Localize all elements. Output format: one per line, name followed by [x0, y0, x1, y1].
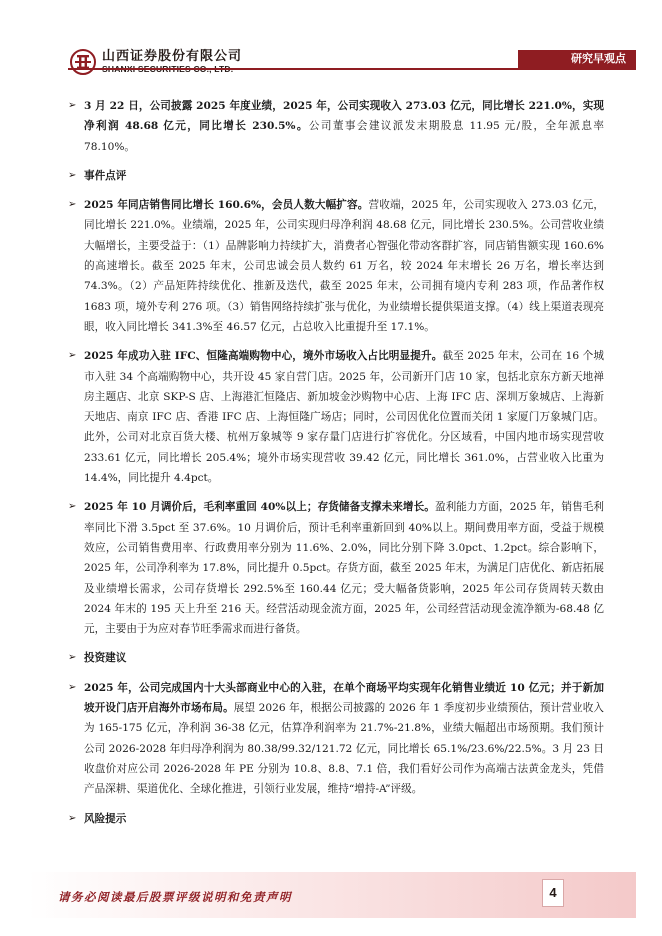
section-heading: 事件点评	[84, 169, 127, 182]
section-heading: 风险提示	[84, 812, 127, 825]
company-logo	[70, 49, 242, 75]
paragraph-store-expansion	[68, 346, 604, 488]
paragraph-lead: 2025 年 10 月调价后，毛利率重回 40%以上；存货储备支撑未来增长。	[84, 501, 435, 514]
arrow-bullet-icon: ➢	[68, 199, 77, 211]
disclaimer-notice: 请务必阅读最后股票评级说明和免责声明	[58, 890, 292, 904]
paragraph-same-store-sales	[68, 195, 604, 337]
paragraph-lead: 3 月 22 日，公司披露 2025 年度业绩，2025 年，公司实现收入 273.03 亿元，同比增长 221.0%，实现净利润 48.68 亿元，同比增长 230.5%。	[84, 100, 604, 133]
paragraph-lead: 2025 年，公司完成国内十大头部商业中心的入驻，在单个商场平均实现年化销售业绩近 10 亿元；并于新加坡开设门店开启海外市场布局。	[84, 681, 604, 715]
paragraph-text: 展望 2026 年，根据公司披露的 2026 年 1 季度初步业绩预估，预计营业收入为 165-175 亿元，净利润 36-38 亿元，估算净利润率为 21.7%-21.8%，业绩大幅超出市场预期。我们预计公司 2026-2028 年归母净利润为 80.38/99.32/121.72 亿元，同比增长 65.1%/23.6%/22.5%。3 月 23 日收盘价对应公司 2026-2028 年 PE 分别为 10.8、8.8、7.1 倍，我们看好公司作为高端古法黄金龙头，凭借产品深耕、渠道优化、全球化推进，引领行业发展，维持“增持-A”评级。	[84, 702, 605, 796]
section-heading-event-review	[68, 166, 604, 186]
paragraph-text: 盈利能力方面，2025 年，销售毛利率同比下滑 3.5pct 至 37.6%。10 月调价后，预计毛利率重新回到 40%以上。期间费用率方面，受益于规模效应，公司销售费用率、行政费用率分别为 11.6%、2.0%，同比分别下降 3.0pct、1.2pct。综合影响下，2025 年，公司净利率为 17.8%，同比提升 0.5pct。存货方面，截至 2025 年末，为满足门店优化、新店拓展及业绩增长需求，公司存货增长 292.5%至 160.44 亿元；受大幅备货影响，2025 年公司存货周转天数由 2024 年末的 195 天上升至 216 天。经营活动现金流方面，2025 年，公司经营活动现金流净额为-68.48 亿元，主要由于为应对春节旺季需求而进行备货。	[84, 501, 605, 636]
paragraph-investment-advice	[68, 678, 604, 800]
header-divider	[68, 68, 636, 70]
section-heading-risk-warning	[68, 809, 604, 829]
report-body	[68, 96, 604, 838]
paragraph-margin-inventory	[68, 497, 604, 639]
arrow-bullet-icon: ➢	[68, 652, 77, 664]
page-header	[0, 0, 662, 92]
company-name-cn: 山西证券股份有限公司	[102, 49, 243, 64]
paragraph-text: 营收端，2025 年，公司实现收入 273.03 亿元，同比增长 221.0%。业绩端，2025 年，公司实现归母净利润 48.68 亿元，同比增长 230.5%。公司营收业绩大幅增长，主要受益于：（1）品牌影响力持续扩大，消费者心智强化带动客群扩容，同店销售额实现 160.6%的高速增长。截至 2025 年末，公司忠诚会员人数约 61 万名，较 2024 年末增长 26 万名，增长率达到 74.3%。（2）产品矩阵持续优化、推新及迭代，截至 2025 年末，公司拥有境内专利 283 项，作品著作权 1683 项，境外专利 276 项。（3）销售网络持续扩张与优化，为业绩增长提供渠道支撑。（4）线上渠道表现亮眼，收入同比增长 341.3%至 46.57 亿元，占总收入比重提升至 17.1%。	[84, 199, 604, 333]
arrow-bullet-icon: ➢	[68, 681, 77, 693]
report-type-tag: 研究早观点	[518, 50, 636, 68]
arrow-bullet-icon: ➢	[68, 812, 77, 824]
section-heading-investment-advice	[68, 648, 604, 668]
page-footer	[0, 862, 662, 936]
company-logo-icon	[70, 49, 96, 75]
arrow-bullet-icon: ➢	[68, 501, 77, 513]
section-heading: 投资建议	[84, 652, 127, 665]
paragraph-lead: 2025 年成功入驻 IFC、恒隆高端购物中心，境外市场收入占比明显提升。	[84, 350, 443, 363]
paragraph-results-summary	[68, 96, 604, 157]
arrow-bullet-icon: ➢	[68, 350, 77, 362]
paragraph-lead: 2025 年同店销售同比增长 160.6%，会员人数大幅扩容。	[84, 199, 369, 212]
paragraph-text: 公司董事会建议派发末期股息 11.95 元/股，全年派息率 78.10%。	[84, 120, 604, 153]
arrow-bullet-icon: ➢	[68, 100, 77, 111]
paragraph-text: 截至 2025 年末，公司在 16 个城市入驻 34 个高端购物中心，共开设 45 家自营门店。2025 年，公司新开门店 10 家，包括北京东方新天地禅房主题店、北京 SKP-S 店、上海港汇恒隆店、新加坡金沙购物中心店、上海 IFC 店、深圳万象城店、上海新天地店、南京 IFC 店、香港 IFC 店、上海恒隆广场店；同时，公司因优化位置而关闭 1 家厦门万象城门店。此外，公司对北京百货大楼、杭州万象城等 9 家存量门店进行扩容优化。分区域看，中国内地市场实现营收 233.61 亿元，同比增长 205.4%；境外市场实现营收 39.42 亿元，同比增长 361.0%，占营业收入比重为 14.4%，同比提升 4.4pct。	[84, 350, 604, 485]
arrow-bullet-icon: ➢	[68, 169, 77, 181]
page-number: 4	[542, 879, 564, 907]
